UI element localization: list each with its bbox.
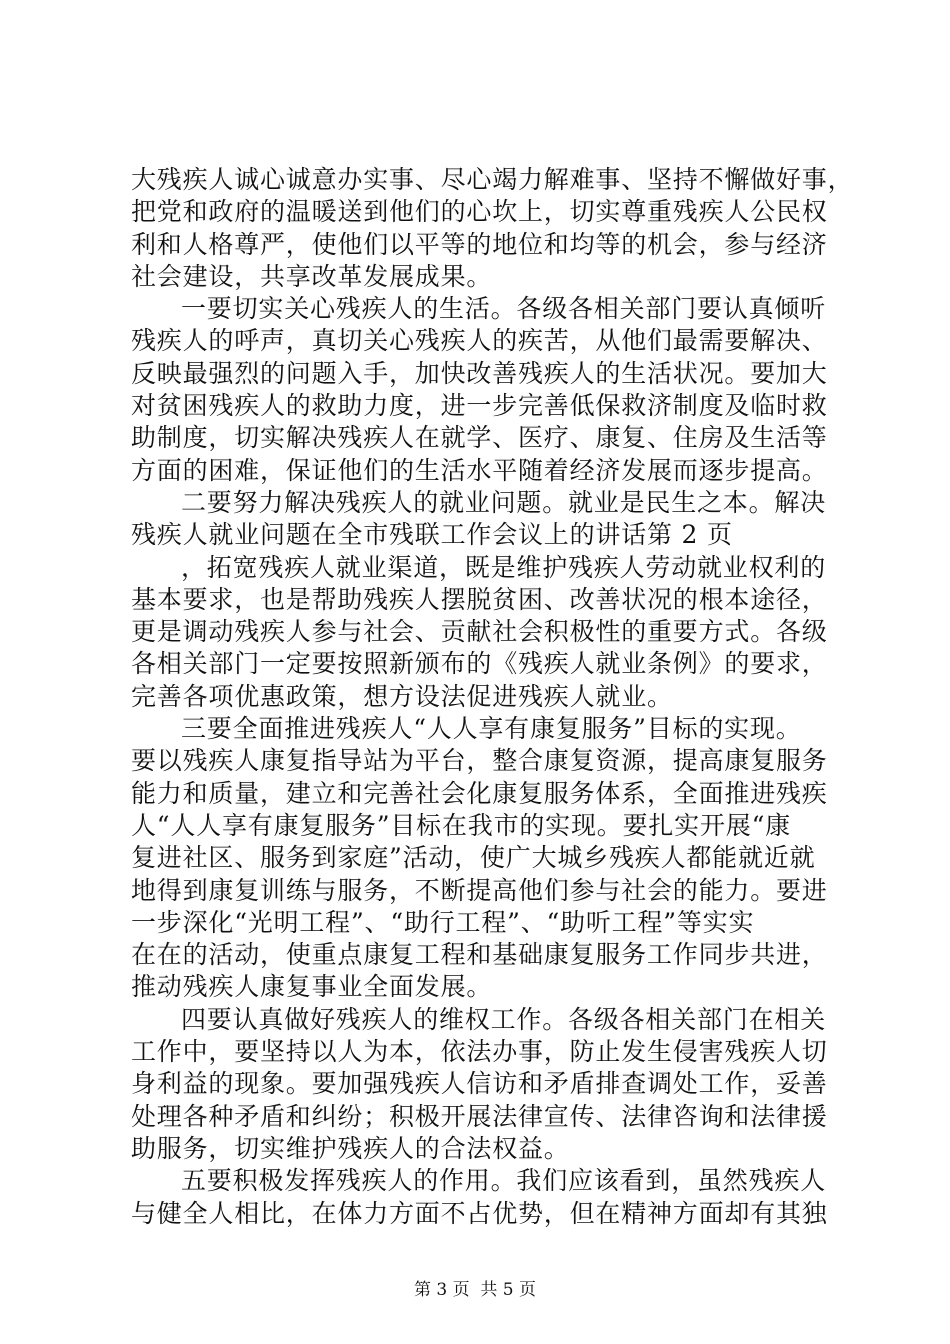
text-line: 利和人格尊严，使他们以平等的地位和均等的机会，参与经济 (131, 229, 828, 259)
text-line: 身利益的现象。要加强残疾人信访和矛盾排查调处工作，妥善 (131, 1069, 828, 1099)
text-line: 推动残疾人康复事业全面发展。 (131, 972, 493, 1002)
text-line: 大残疾人诚心诚意办实事、尽心竭力解难事、坚持不懈做好事， (131, 165, 854, 194)
paragraph-first-line: 三要全面推进残疾人“人人享有康复服务”目标的实现。 (181, 714, 802, 744)
text-line: 在在的活动，使重点康复工程和基础康复服务工作同步共进， (131, 940, 828, 970)
text-line: 残疾人的呼声，真切关心残疾人的疾苦，从他们最需要解决、 (131, 326, 828, 356)
text-line: 一步深化“光明工程”、“助行工程”、“助听工程”等实实 (131, 907, 755, 937)
text-line: 工作中，要坚持以人为本，依法办事，防止发生侵害残疾人切 (131, 1037, 828, 1067)
text-line: 对贫困残疾人的救助力度，进一步完善低保救济制度及临时救 (131, 391, 828, 421)
text-line: 地得到康复训练与服务，不断提高他们参与社会的能力。要进 (131, 875, 828, 905)
paragraph-first-line: 一要切实关心残疾人的生活。各级各相关部门要认真倾听 (181, 294, 827, 324)
text-line: 残疾人就业问题在全市残联工作会议上的讲话第 2 页 (131, 520, 733, 550)
text-line: 复进社区、服务到家庭”活动，使广大城乡残疾人都能就近就 (131, 843, 816, 873)
text-line: 反映最强烈的问题入手，加快改善残疾人的生活状况。要加大 (131, 358, 828, 388)
text-line: 助制度，切实解决残疾人在就学、医疗、康复、住房及生活等 (131, 423, 828, 453)
paragraph-first-line: 五要积极发挥残疾人的作用。我们应该看到，虽然残疾人 (181, 1166, 827, 1196)
text-line: 要以残疾人康复指导站为平台，整合康复资源，提高康复服务 (131, 746, 828, 776)
text-line: 与健全人相比，在体力方面不占优势，但在精神方面却有其独 (131, 1198, 828, 1228)
text-line: 把党和政府的温暖送到他们的心坎上，切实尊重残疾人公民权 (131, 197, 828, 227)
text-line: 完善各项优惠政策，想方设法促进残疾人就业。 (131, 681, 673, 711)
paragraph-first-line: 二要努力解决残疾人的就业问题。就业是民生之本。解决 (181, 487, 827, 517)
page-footer: 第 3 页 共 5 页 (413, 1280, 537, 1300)
text-line: 更是调动残疾人参与社会、贡献社会积极性的重要方式。各级 (131, 617, 828, 647)
text-line: 基本要求，也是帮助残疾人摆脱贫困、改善状况的根本途径， (131, 584, 828, 614)
text-line: 方面的困难，保证他们的生活水平随着经济发展而逐步提高。 (131, 455, 828, 485)
text-line: 社会建设，共享改革发展成果。 (131, 261, 493, 291)
text-line: 人“人人享有康复服务”目标在我市的实现。要扎实开展“康 (131, 810, 791, 840)
text-line: 各相关部门一定要按照新颁布的《残疾人就业条例》的要求， (131, 649, 828, 679)
text-line: 助服务，切实维护残疾人的合法权益。 (131, 1133, 570, 1163)
text-line: 能力和质量，建立和完善社会化康复服务体系，全面推进残疾 (131, 778, 828, 808)
document-body (131, 164, 854, 1230)
text-line: 处理各种矛盾和纠纷；积极开展法律宣传、法律咨询和法律援 (131, 1101, 828, 1131)
paragraph-first-line: ，拓宽残疾人就业渠道，既是维护残疾人劳动就业权利的 (181, 552, 827, 582)
paragraph-first-line: 四要认真做好残疾人的维权工作。各级各相关部门在相关 (181, 1004, 827, 1034)
